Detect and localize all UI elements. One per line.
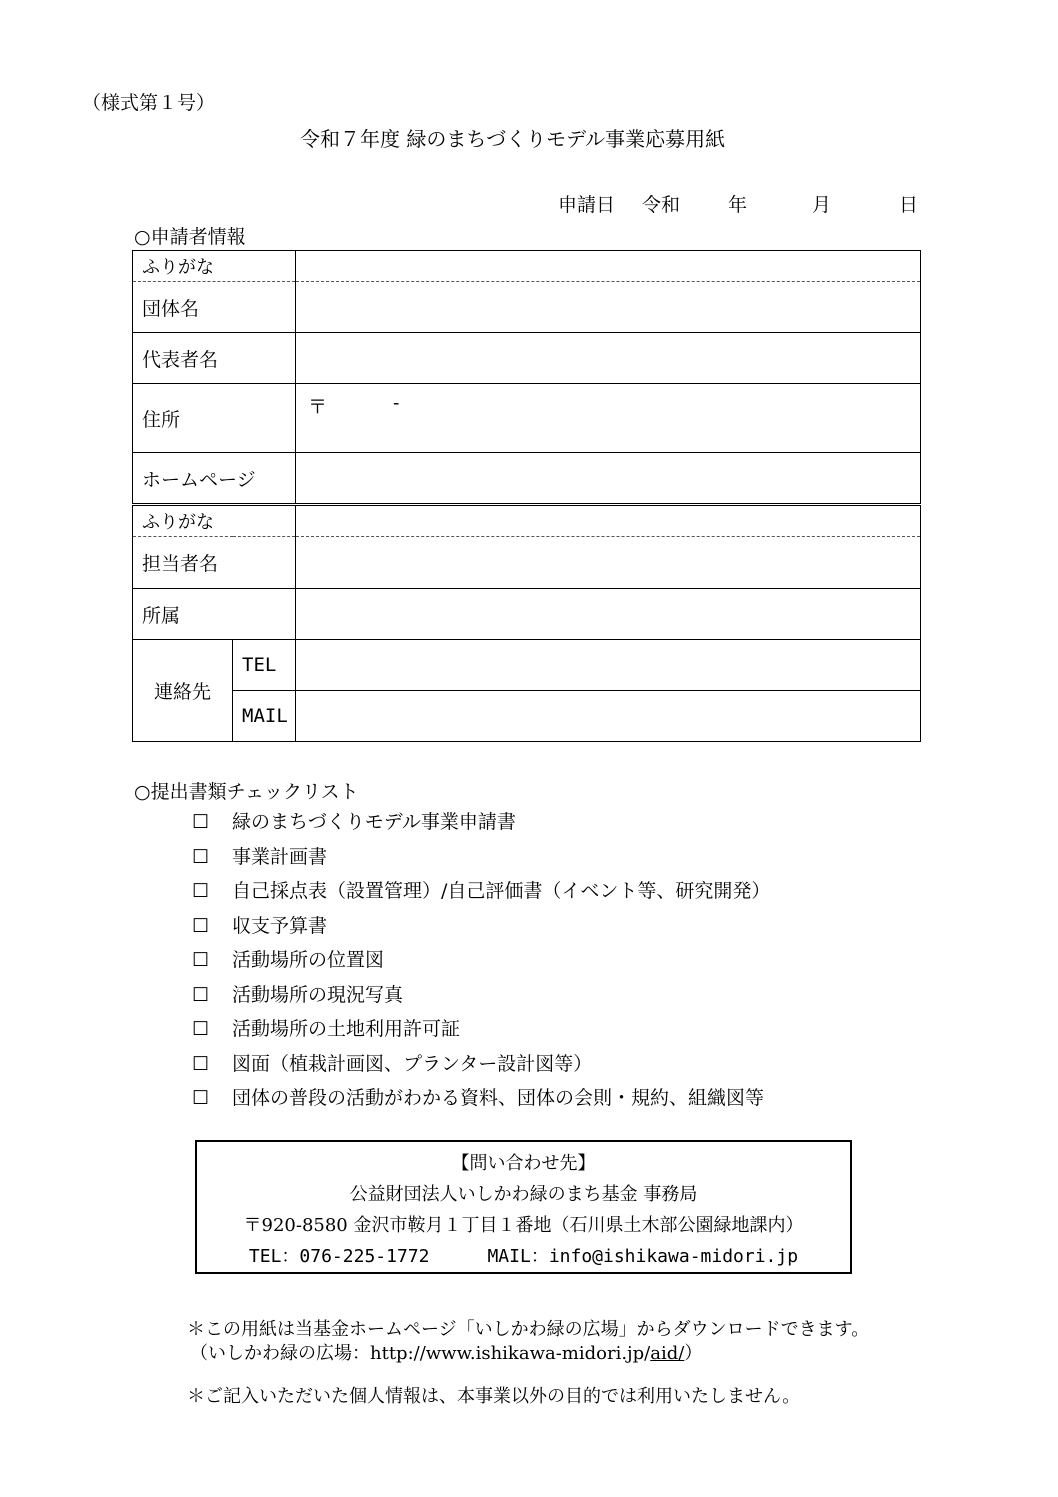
contact-person-field[interactable]: [296, 537, 921, 589]
mail-field[interactable]: [296, 691, 921, 742]
checklist-item: [192, 805, 770, 840]
date-era: 令和: [642, 194, 681, 216]
checkbox[interactable]: ☐: [192, 1052, 210, 1075]
checklist-item-label: 活動場所の土地利用許可証: [232, 1018, 461, 1040]
application-date: [558, 190, 918, 217]
checklist-item-label: 団体の普段の活動がわかる資料、団体の会則・規約、組織図等: [232, 1087, 765, 1109]
inquiry-title: 【問い合わせ先】: [451, 1153, 596, 1174]
person-furigana-field[interactable]: [296, 506, 921, 537]
download-note: ＊この用紙は当基金ホームページ「いしかわ緑の広場」からダウンロードできます。: [187, 1319, 870, 1340]
checkbox[interactable]: ☐: [192, 983, 210, 1006]
inquiry-box: [195, 1140, 852, 1274]
homepage-field[interactable]: [296, 453, 921, 504]
url-prefix: （いしかわ緑の広場：http://www.ishikawa-midori.jp/: [190, 1343, 651, 1364]
furigana-label: ふりがな: [133, 251, 296, 282]
checklist-item: [192, 1047, 770, 1082]
checkbox[interactable]: ☐: [192, 914, 210, 937]
checklist-item: [192, 874, 770, 909]
homepage-label: ホームページ: [133, 453, 296, 504]
url-link[interactable]: aid/: [650, 1343, 685, 1364]
affiliation-field[interactable]: [296, 589, 921, 640]
download-url-note: [190, 1339, 702, 1365]
contact-person-table: [132, 505, 921, 742]
checklist-item: [192, 840, 770, 875]
date-day: 日: [899, 194, 919, 216]
org-name-label: 団体名: [133, 282, 296, 333]
checklist-item-label: 図面（植栽計画図、プランター設計図等）: [232, 1052, 593, 1075]
tel-label: TEL: [233, 640, 296, 691]
checklist-item-label: 自己採点表（設置管理）/自己評価書（イベント等、研究開発）: [232, 880, 771, 902]
representative-field[interactable]: [296, 333, 921, 384]
url-suffix: ）: [684, 1343, 703, 1364]
representative-label: 代表者名: [133, 333, 296, 384]
checkbox[interactable]: ☐: [192, 845, 210, 868]
privacy-note: ＊ご記入いただいた個人情報は、本事業以外の目的では利用いたしません。: [187, 1386, 801, 1407]
organization-table: [132, 250, 921, 504]
inquiry-org: 公益財団法人いしかわ緑のまち基金 事務局: [349, 1184, 698, 1205]
mail-label: MAIL: [233, 691, 296, 742]
checkbox[interactable]: ☐: [192, 880, 210, 902]
checkbox[interactable]: ☐: [192, 1087, 210, 1109]
org-furigana-field[interactable]: [296, 251, 921, 282]
checklist-item-label: 活動場所の現況写真: [232, 983, 404, 1006]
affiliation-label: 所属: [133, 589, 296, 640]
checklist-item-label: 活動場所の位置図: [232, 949, 385, 971]
org-name-field[interactable]: [296, 282, 921, 333]
postal-dash: -: [393, 392, 400, 414]
checklist-item: [192, 909, 770, 944]
date-month: 月: [812, 194, 832, 216]
checkbox[interactable]: ☐: [192, 811, 210, 833]
address-field[interactable]: [296, 384, 921, 453]
checklist-item: [192, 943, 770, 978]
furigana-label-2: ふりがな: [133, 506, 296, 537]
tel-field[interactable]: [296, 640, 921, 691]
date-label: 申請日: [558, 194, 616, 216]
contact-person-label: 担当者名: [133, 537, 296, 589]
inquiry-contacts: [197, 1241, 850, 1272]
form-number: （様式第１号）: [82, 92, 216, 114]
contact-label: 連絡先: [133, 640, 233, 742]
date-year: 年: [728, 194, 748, 216]
checklist-item: [192, 1081, 770, 1116]
address-label: 住所: [133, 384, 296, 453]
checklist-item: [192, 978, 770, 1013]
checklist-item-label: 緑のまちづくりモデル事業申請書: [232, 811, 516, 833]
checklist-item: [192, 1012, 770, 1047]
page-title: 令和７年度 緑のまちづくりモデル事業応募用紙: [300, 127, 726, 151]
inquiry-address: 〒920-8580 金沢市鞍月１丁目１番地（石川県土木部公園緑地課内）: [243, 1215, 804, 1236]
checklist-item-label: 事業計画書: [232, 845, 328, 868]
checklist-section-title: ○提出書類チェックリスト: [134, 781, 359, 803]
document-checklist: [192, 805, 770, 1116]
inquiry-tel: TEL：076-225-1772: [248, 1246, 430, 1267]
applicant-section-title: ○申請者情報: [134, 226, 246, 248]
postal-mark: 〒: [308, 396, 328, 418]
inquiry-mail[interactable]: MAIL：info@ishikawa-midori.jp: [487, 1246, 799, 1267]
checklist-item-label: 収支予算書: [232, 914, 328, 937]
checkbox[interactable]: ☐: [192, 1018, 210, 1040]
checkbox[interactable]: ☐: [192, 949, 210, 971]
